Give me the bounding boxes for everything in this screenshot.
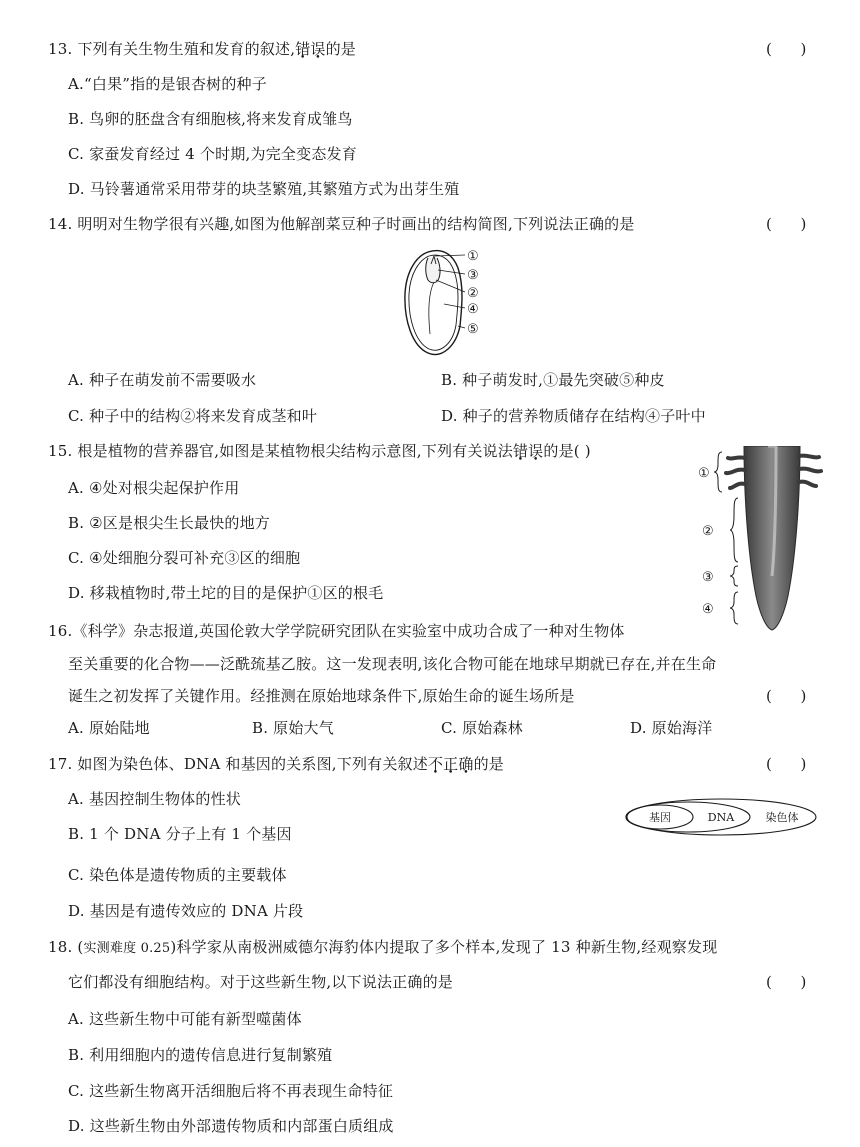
q18-stem-line2: 它们都没有细胞结构。对于这些新生物,以下说法正确的是 [68,973,453,991]
embryo-shape [426,258,440,283]
q16-stem-line3: 诞生之初发挥了关键作用。经推测在原始地球条件下,原始生命的诞生场所是 [68,687,575,705]
seed-label-3: ③ [467,268,479,283]
q17-option-b: B. 1 个 DNA 分子上有 1 个基因 [68,825,292,843]
q18-option-b: B. 利用细胞内的遗传信息进行复制繁殖 [68,1046,333,1064]
q17-answer-paren: ( ) [766,755,807,773]
q16-stem-line2: 至关重要的化合物——泛酰巯基乙胺。这一发现表明,该化合物可能在地球早期就已存在,并在生命 [68,655,717,673]
root-label-4: ④ [702,602,714,617]
zone-brace-2 [730,498,738,562]
emphasis-char: 不 [427,755,444,773]
q14-option-c: C. 种子中的结构②将来发育成茎和叶 [68,407,318,425]
q13-option-a: A.“白果”指的是银杏树的种子 [68,75,267,93]
q15-option-d: D. 移栽植物时,带土坨的目的是保护①区的根毛 [68,584,384,602]
seed-label-5: ⑤ [467,322,479,337]
cotyledon-boundary [429,282,434,334]
root-hair [799,469,821,472]
root-label-2: ② [702,524,714,539]
q16-option-d: D. 原始海洋 [630,719,713,737]
root-hair [730,484,745,488]
q16-stem-line1: 16.《科学》杂志报道,英国伦敦大学学院研究团队在实验室中成功合成了一种对生物体 [48,622,625,640]
root-hair [726,470,745,474]
emphasis-char: 误 [310,40,326,58]
gene-label: 基因 [649,811,671,824]
q15-option-a: A. ④处对根尖起保护作用 [68,479,240,497]
seed-label-1: ① [467,249,479,264]
q18-answer-paren: ( ) [766,973,807,991]
q14-option-a: A. 种子在萌发前不需要吸水 [68,371,257,389]
q15-option-c: C. ④处细胞分裂可补充③区的细胞 [68,549,301,567]
q17-option-d: D. 基因是有遗传效应的 DNA 片段 [68,902,304,920]
root-label-3: ③ [702,570,714,585]
q16-option-b: B. 原始大气 [252,719,334,737]
q15-option-b: B. ②区是根尖生长最快的地方 [68,514,271,532]
chromosome-dna-gene-diagram [624,796,818,838]
q14-option-b: B. 种子萌发时,①最先突破⑤种皮 [441,371,665,389]
root-hair [728,457,745,458]
root-body [744,446,800,630]
q13-option-b: B. 鸟卵的胚盘含有细胞核,将来发育成雏鸟 [68,110,353,128]
emphasis-char: 错 [512,442,529,460]
difficulty-tag: 实测难度 0.25 [83,941,171,956]
leader-line-3 [438,270,465,274]
emphasis-char: 确 [458,755,474,773]
q18-option-d: D. 这些新生物由外部遗传物质和内部蛋白质组成 [68,1117,394,1135]
root-hair [799,456,819,458]
root-label-1: ① [698,466,710,481]
emphasis-char: 正 [443,755,459,773]
q13-answer-paren: ( ) [766,40,807,58]
q16-option-c: C. 原始森林 [441,719,523,737]
q17-option-a: A. 基因控制生物体的性状 [68,790,241,808]
root-tip-diagram [692,446,826,634]
dna-label: DNA [707,811,735,824]
chromosome-label: 染色体 [765,811,799,824]
q14-answer-paren: ( ) [766,215,807,233]
q13-stem: 13. 下列有关生物生殖和发育的叙述,错误的是 [48,40,357,58]
q14-stem: 14. 明明对生物学很有兴趣,如图为他解剖菜豆种子时画出的结构简图,下列说法正确的是 [48,215,635,233]
seed-label-2: ② [467,286,479,301]
q16-answer-paren: ( ) [766,687,807,705]
zone-brace-4 [730,592,738,624]
zone-brace-3 [730,566,738,586]
q18-option-c: C. 这些新生物离开活细胞后将不再表现生命特征 [68,1082,394,1100]
zone-brace-1 [714,452,722,492]
emphasis-char: 错 [295,40,311,58]
q16-option-a: A. 原始陆地 [68,719,150,737]
q17-option-c: C. 染色体是遗传物质的主要载体 [68,866,287,884]
q15-stem: 15. 根是植物的营养器官,如图是某植物根尖结构示意图,下列有关说法错误的是( ) [48,442,591,460]
emphasis-char: 误 [528,442,544,460]
q14-option-d: D. 种子的营养物质储存在结构④子叶中 [441,407,706,425]
q13-option-d: D. 马铃薯通常采用带芽的块茎繁殖,其繁殖方式为出芽生殖 [68,180,460,198]
q17-stem: 17. 如图为染色体、DNA 和基因的关系图,下列有关叙述不正确的是 [48,755,504,773]
q18-stem-line1: 18. (实测难度 0.25)科学家从南极洲威德尔海豹体内提取了多个样本,发现了 13 种新生物,经观察发现 [48,938,718,956]
q13-option-c: C. 家蚕发育经过 4 个时期,为完全变态发育 [68,145,357,163]
seed-label-4: ④ [467,302,479,317]
q18-option-a: A. 这些新生物中可能有新型噬菌体 [68,1010,302,1028]
bean-seed-diagram [398,242,498,360]
root-hair [799,482,816,486]
